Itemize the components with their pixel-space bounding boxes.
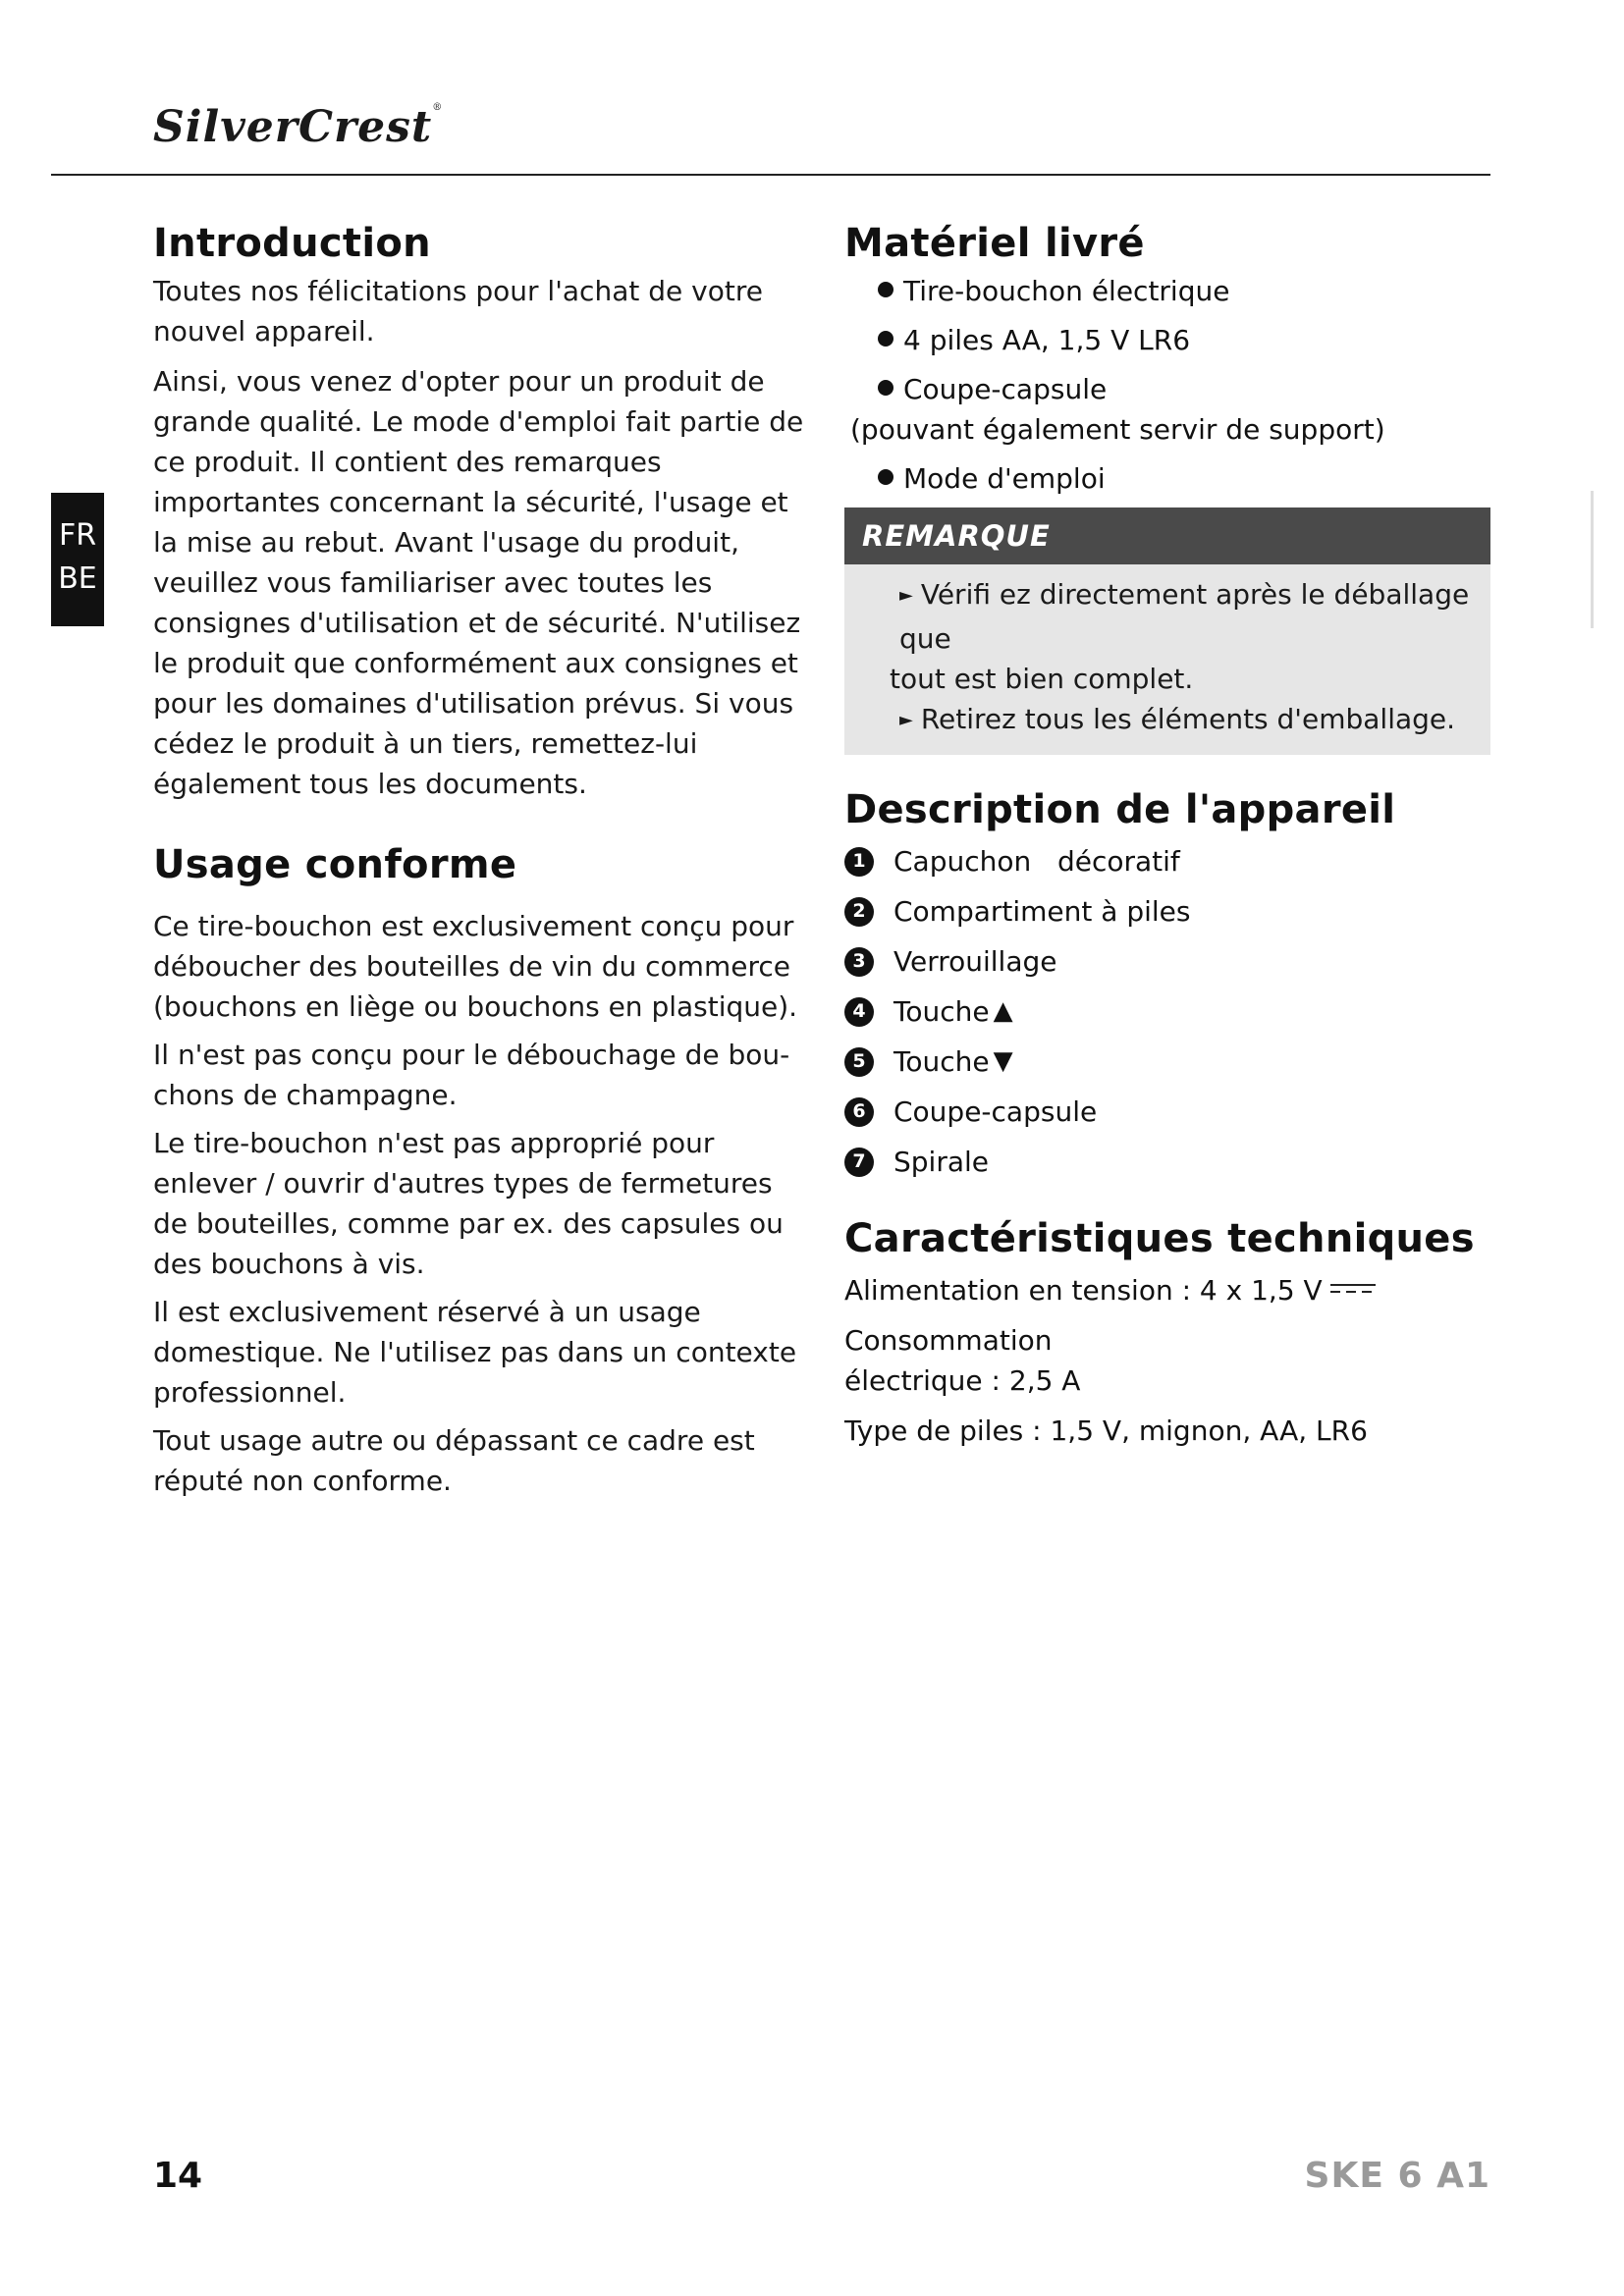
pointer-icon: ►	[899, 710, 913, 730]
number-badge: 6	[844, 1097, 874, 1127]
number-badge: 7	[844, 1148, 874, 1177]
number-badge: 4	[844, 997, 874, 1027]
edge-mark	[1591, 491, 1594, 628]
list-item: 6 Coupe-capsule	[844, 1092, 1490, 1132]
list-item: Mode d'emploi	[878, 458, 1490, 499]
intro-paragraph-2: Ainsi, vous venez d'opter pour un produit de grande qualité. Le mode d'emploi fait partie de ce produit. Il contient des remarques importantes concernant la sécurité, l'usage et la mise au rebut. Avant l'usage du produit, veuillez vous familiariser avec toutes les consignes d'utilisation et de sécurité. N'utilisez le produit que conformément aux consignes et pour les domaines d'utilisation prévus. Si vous cédez le produit à un tiers, remettez-lui également tous les documents.	[153, 365, 804, 800]
number-badge: 5	[844, 1047, 874, 1077]
list-item: 4 Touche ▲	[844, 991, 1490, 1032]
spec-consumption: Consommation électrique : 2,5 A	[844, 1324, 1081, 1397]
parts-list	[844, 841, 1490, 1182]
remarque-line-1: ► Vérifi ez directement après le déballage que	[899, 578, 1470, 655]
right-column	[844, 216, 1490, 1461]
left-column	[153, 216, 809, 1509]
arrow-up-icon: ▲	[993, 996, 1013, 1026]
model-number: SKE 6 A1	[1304, 2156, 1490, 2196]
materiel-heading: Matériel livré	[844, 221, 1145, 266]
spec-supply: Alimentation en tension : 4 x 1,5 V	[844, 1270, 1490, 1310]
list-item-note: (pouvant également servir de support)	[850, 413, 1385, 446]
number-badge: 3	[844, 947, 874, 977]
intro-paragraph-1: Toutes nos félicitations pour l'achat de votre nouvel appareil.	[153, 275, 763, 347]
remarque-line-2: ► Retirez tous les éléments d'emballage.	[899, 703, 1456, 735]
introduction-heading: Introduction	[153, 221, 431, 266]
bullet-icon	[878, 469, 893, 485]
bullet-icon	[878, 380, 893, 396]
brand-logo: SilverCrest®	[153, 102, 444, 152]
description-heading: Description de l'appareil	[844, 787, 1396, 832]
list-item: 4 piles AA, 1,5 V LR6	[878, 320, 1490, 360]
dc-symbol-icon	[1330, 1284, 1376, 1293]
page-number: 14	[153, 2156, 203, 2196]
usage-paragraph-1: Ce tire-bouchon est exclusivement conçu pour déboucher des bouteilles de vin du commerce (bouchons en liège ou bouchons en plastique).	[153, 910, 798, 1023]
usage-paragraph-4: Il est exclusivement réservé à un usage domestique. Ne l'utilisez pas dans un contexte professionnel.	[153, 1296, 797, 1409]
list-item: 2 Compartiment à piles	[844, 891, 1490, 932]
lang-fr: FR	[58, 518, 97, 553]
usage-heading: Usage conforme	[153, 842, 517, 887]
bullet-icon	[878, 331, 893, 347]
list-item: 5 Touche ▼	[844, 1041, 1490, 1082]
list-item: 7 Spirale	[844, 1142, 1490, 1182]
remarque-line-1-cont: tout est bien complet.	[890, 663, 1194, 695]
remarque-box	[844, 507, 1490, 755]
specs-heading: Caractéristiques techniques	[844, 1216, 1475, 1261]
usage-paragraph-2: Il n'est pas conçu pour le débouchage de bou-chons de champagne.	[153, 1039, 790, 1111]
pointer-icon: ►	[899, 585, 913, 606]
lang-be: BE	[58, 561, 97, 596]
usage-paragraph-3: Le tire-bouchon n'est pas approprié pour enlever / ouvrir d'autres types de fermetures de bouteilles, comme par ex. des capsules ou des bouchons à vis.	[153, 1127, 784, 1280]
materiel-list	[844, 271, 1490, 499]
list-item: 3 Verrouillage	[844, 941, 1490, 982]
bullet-icon	[878, 282, 893, 297]
language-tab	[51, 493, 104, 626]
spec-battery: Type de piles : 1,5 V, mignon, AA, LR6	[844, 1415, 1368, 1447]
number-badge: 1	[844, 847, 874, 877]
number-badge: 2	[844, 897, 874, 927]
arrow-down-icon: ▼	[993, 1046, 1013, 1076]
usage-paragraph-5: Tout usage autre ou dépassant ce cadre est réputé non conforme.	[153, 1424, 755, 1497]
list-item: Coupe-capsule (pouvant également servir de support)	[878, 369, 1490, 450]
remarque-heading: REMARQUE	[844, 507, 1490, 564]
header-rule	[51, 174, 1490, 176]
list-item: Tire-bouchon électrique	[878, 271, 1490, 311]
list-item: 1 Capuchon décoratif	[844, 841, 1490, 881]
